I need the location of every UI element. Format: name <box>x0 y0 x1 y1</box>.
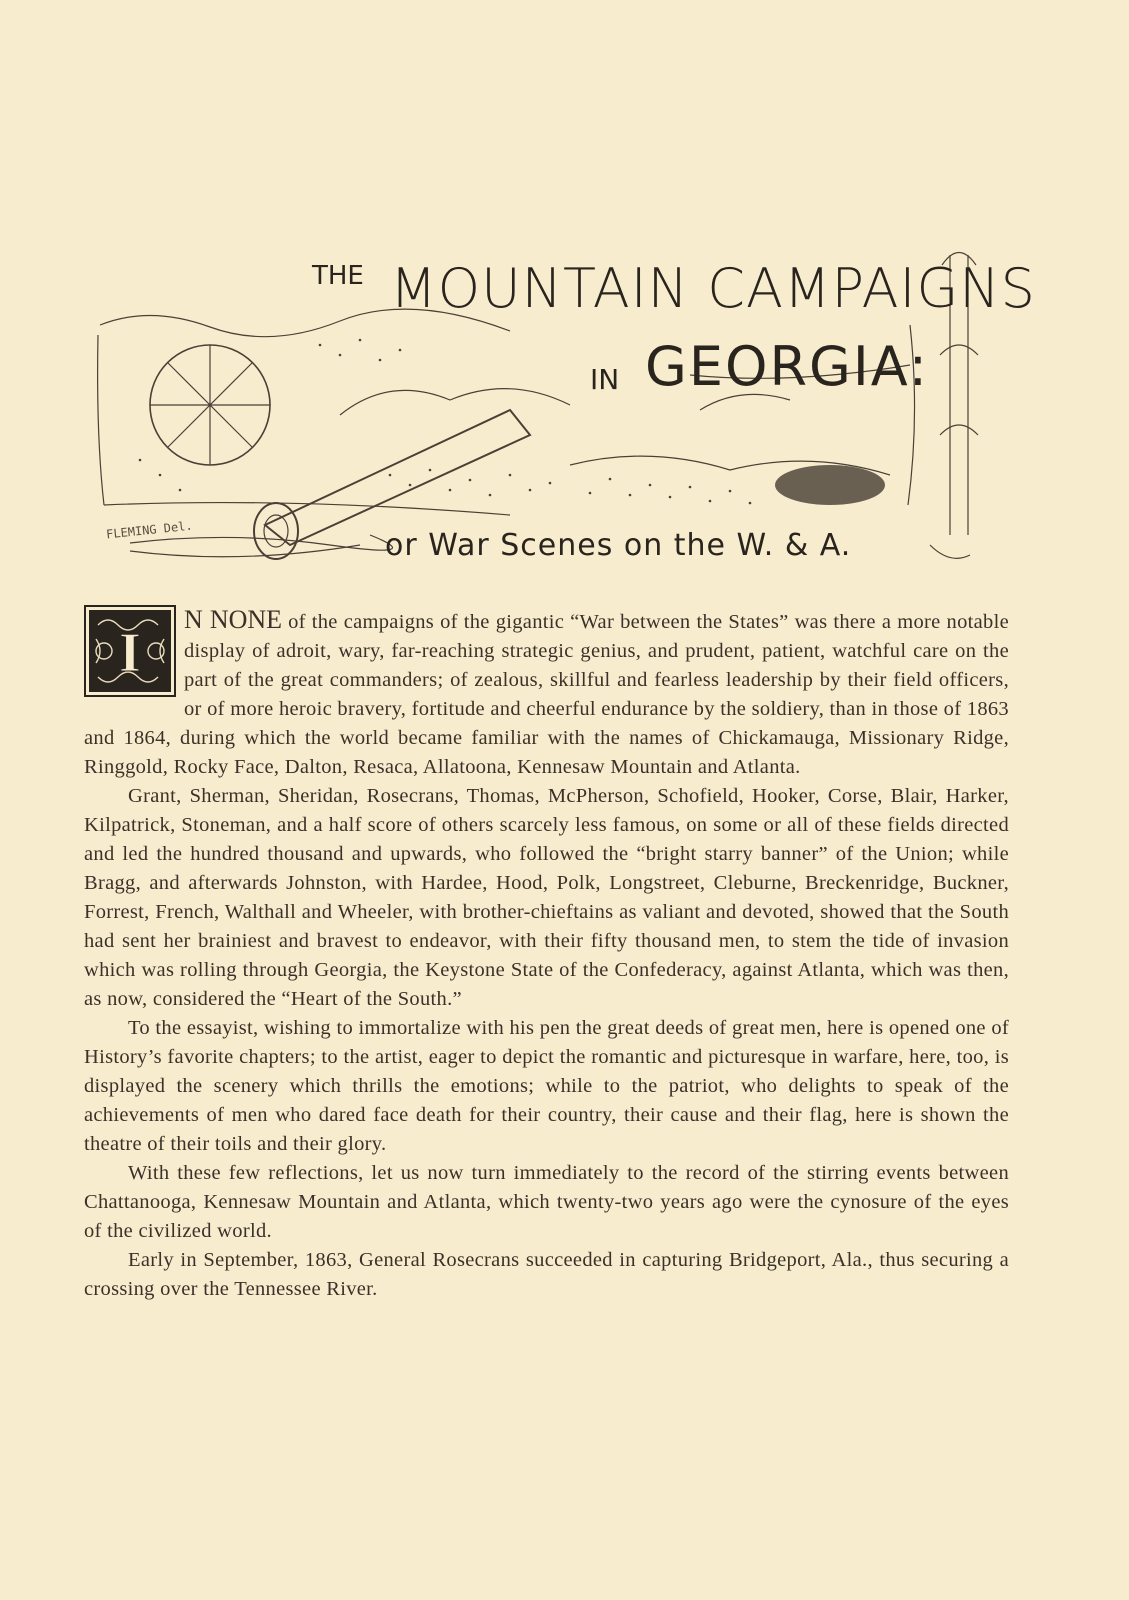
first-words: N NONE <box>184 605 283 634</box>
article-body <box>84 605 1009 1304</box>
paragraph-4: With these few reflections, let us now turn immediately to the record of the stirring events between Chattanooga, Kennesaw Mountain and Atlanta, which twenty-two years ago were the cynosure of the eyes of the civilized world. <box>84 1162 1009 1242</box>
paragraph-3: To the essayist, wishing to immortalize with his pen the great deeds of great men, here is opened one of History’s favorite chapters; to the artist, eager to depict the romantic and picturesque in warfare, here, too, is displayed the scenery which thrills the emotions; while to the patriot, who delights to speak of the achievements of men who dared face death for their country, their cause and their flag, here is shown the theatre of their toils and their glory. <box>84 1017 1009 1155</box>
artist-signature: FLEMING Del. <box>105 518 194 542</box>
paragraph-1 <box>84 605 1009 782</box>
drop-cap-letter: I <box>118 622 142 684</box>
drop-cap-ornament <box>84 605 176 697</box>
title-georgia: GEORGIA: <box>645 335 929 398</box>
paragraph-1-text: of the campaigns of the gigantic “War between the States” was there a more notable display of adroit, wary, far-reaching strategic genius, and prudent, patient, watchful care on the part of the great commanders; of zealous, skillful and fearless leadership by their field officers, or of more heroic bravery, fortitude and cheerful endurance by the soldiery, than in those of 1863 and 1864, during which the world became familiar with the names of Chickamauga, Missionary Ridge, Ringgold, Rocky Face, Dalton, Resaca, Allatoona, Kennesaw Mountain and Atlanta. <box>84 611 1010 778</box>
title-in: IN <box>590 363 620 396</box>
paragraph-2: Grant, Sherman, Sheridan, Rosecrans, Thomas, McPherson, Schofield, Hooker, Corse, Blair, Harker, Kilpatrick, Stoneman, and a half score of others scarcely less famous, on some or all of these fields directed and led the hundred thousand and upwards, who followed the “bright starry banner” of the Union; while Bragg, and afterwards Johnston, with Hardee, Hood, Polk, Longstreet, Cleburne, Breckenridge, Buckner, Forrest, French, Walthall and Wheeler, with brother-chieftains as valiant and devoted, showed that the South had sent her brainiest and bravest to endeavor, with their fifty thousand men, to stem the tide of invasion which was rolling through Georgia, the Keystone State of the Confederacy, against Atlanta, which was then, as now, considered the “Heart of the South.” <box>84 785 1009 1010</box>
paragraph-5: Early in September, 1863, General Rosecrans succeeded in capturing Bridgeport, Ala., thus securing a crossing over the Tennessee River. <box>84 1249 1009 1300</box>
subtitle: or War Scenes on the W. & A. <box>385 528 852 563</box>
title-mountain-campaigns: MOUNTAIN CAMPAIGNS <box>390 257 1036 320</box>
header-illustration <box>90 235 1036 595</box>
title-the: THE <box>312 261 364 291</box>
